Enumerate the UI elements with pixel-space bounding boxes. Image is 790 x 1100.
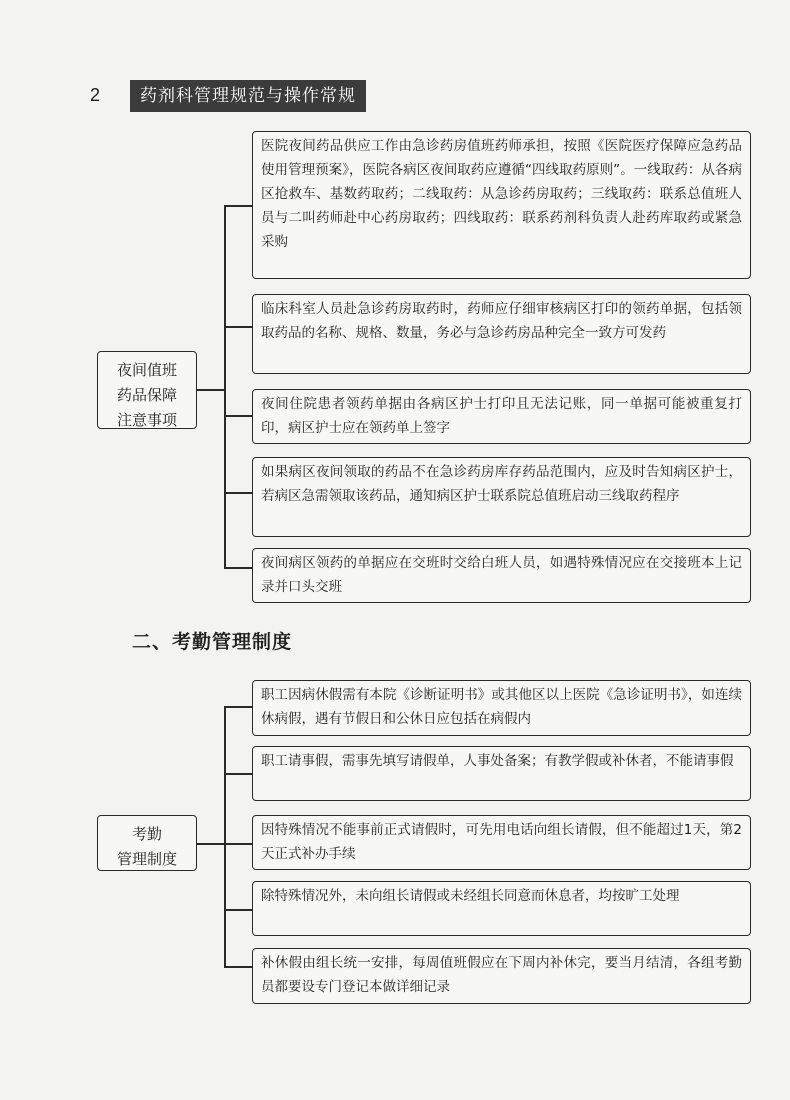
- section-heading: 二、考勤管理制度: [132, 631, 293, 653]
- connector-branch: [224, 706, 252, 708]
- group1-item-box: 如果病区夜间领取的药品不在急诊药房库存药品范围内，应及时告知病区护士，若病区急需领取该药品，通知病区护士联系院总值班启动三线取药程序: [252, 457, 751, 537]
- connector-branch: [224, 205, 252, 207]
- connector-branch: [224, 909, 252, 911]
- group2-item-box: 职工因病休假需有本院《诊断证明书》或其他区以上医院《急诊证明书》，如连续休病假，遇有节假日和公休日应包括在病假内: [252, 680, 751, 736]
- connector-branch: [224, 415, 252, 417]
- running-header: 药剂科管理规范与操作常规: [130, 80, 366, 112]
- group1-item-box: 夜间住院患者领药单据由各病区护士打印且无法记账，同一单据可能被重复打印，病区护士应在领药单上签字: [252, 389, 751, 444]
- group2-item-box: 除特殊情况外，未向组长请假或未经组长同意而休息者，均按旷工处理: [252, 881, 751, 936]
- group2-label-line: 考勤: [131, 825, 162, 843]
- connector-branch: [224, 326, 252, 328]
- group1-item-box: 夜间病区领药的单据应在交班时交给白班人员，如遇特殊情况应在交接班本上记录并口头交班: [252, 548, 751, 603]
- connector-branch: [224, 966, 252, 968]
- group2-label-line: 管理制度: [116, 850, 177, 868]
- group1-label-line: 注意事项: [116, 411, 177, 429]
- group1-label-line: 夜间值班: [116, 361, 177, 379]
- group1-item-box: 临床科室人员赴急诊药房取药时，药师应仔细审核病区打印的领药单据，包括领取药品的名称、规格、数量，务必与急诊药房品种完全一致方可发药: [252, 294, 751, 374]
- group1-item-box: 医院夜间药品供应工作由急诊药房值班药师承担，按照《医院医疗保障应急药品使用管理预案》，医院各病区夜间取药应遵循“四线取药原则”。一线取药：从各病区抢救车、基数药取药；二线取药：从急诊药房取药；三线取药：联系总值班人员与二叫药师赴中心药房取药；四线取药：联系药剂科负责人赴药库取药或紧急采购: [252, 131, 751, 279]
- group2-item-box: 因特殊情况不能事前正式请假时，可先用电话向组长请假，但不能超过1天，第2天正式补办手续: [252, 815, 751, 870]
- connector-branch: [224, 773, 252, 775]
- group2-item-box: 补休假由组长统一安排，每周值班假应在下周内补休完，要当月结清，各组考勤员都要设专门登记本做详细记录: [252, 948, 751, 1004]
- group2-item-box: 职工请事假，需事先填写请假单，人事处备案；有教学假或补休者，不能请事假: [252, 746, 751, 801]
- connector-trunk-1: [224, 205, 226, 568]
- page-number: 2: [90, 85, 101, 105]
- connector-branch: [224, 567, 252, 569]
- connector-trunk-2: [224, 706, 226, 966]
- group1-label-line: 药品保障: [116, 386, 177, 404]
- group2-label-box: [97, 815, 197, 871]
- connector-stub-label-1: [197, 389, 224, 391]
- connector-branch: [224, 843, 252, 845]
- connector-branch: [224, 492, 252, 494]
- connector-stub-label-2: [197, 843, 224, 845]
- group1-label-box: [97, 351, 197, 429]
